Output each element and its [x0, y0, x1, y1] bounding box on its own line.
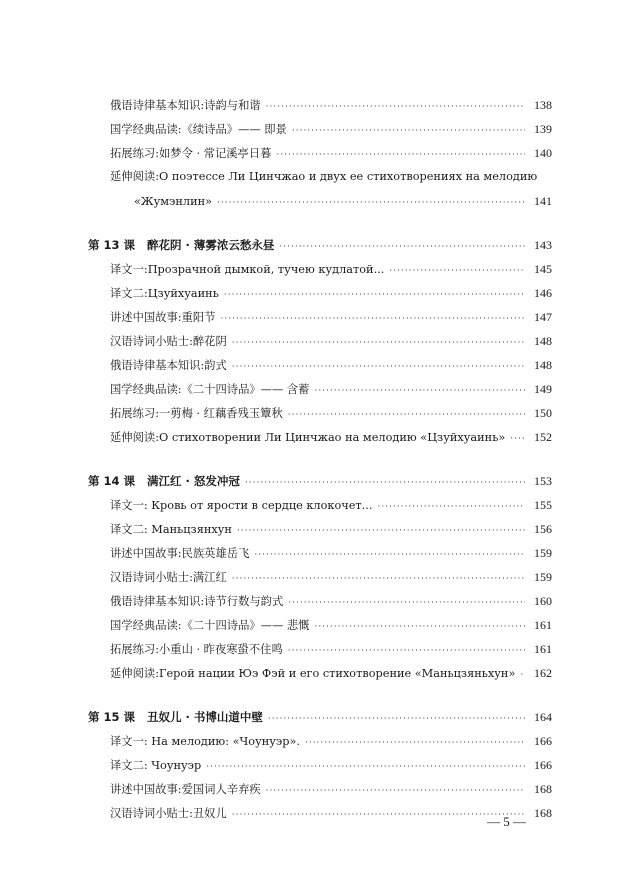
- toc-entry: [110, 805, 552, 821]
- leader-dots: [288, 595, 525, 611]
- leader-dots: [314, 619, 525, 635]
- lesson-title: 醉花阴 · 薄雾浓云愁永昼: [147, 238, 275, 252]
- leader-dots: [266, 783, 525, 799]
- entry-page: 159: [534, 546, 552, 560]
- leader-dots: [232, 335, 525, 351]
- leader-dots: [206, 759, 525, 775]
- lesson-heading: [88, 237, 552, 253]
- leader-dots: [268, 711, 525, 727]
- entry-title: 拓展练习:如梦令 · 常记溪亭日暮: [110, 147, 272, 160]
- toc-entry: [110, 309, 552, 325]
- toc-entry: [110, 593, 552, 609]
- toc-entry: [110, 169, 552, 185]
- toc-entry: [110, 569, 552, 585]
- lesson-title: 丑奴儿 · 书博山道中壁: [147, 710, 263, 724]
- entry-title: 俄语诗律基本知识:诗节行数与韵式: [110, 595, 284, 608]
- toc-entry: [110, 641, 552, 657]
- toc-entry-continued: [134, 193, 552, 209]
- leader-dots: [232, 359, 525, 375]
- toc-entry: [110, 357, 552, 373]
- entry-title: 延伸阅读:Герой нации Юэ Фэй и его стихотворение «Маньцзяньхун»: [110, 667, 516, 680]
- entry-title: 译文一: Кровь от ярости в сердце клокочет...: [110, 499, 373, 512]
- toc-entry: [110, 781, 552, 797]
- lesson-number: 第 13 课: [88, 238, 136, 252]
- lesson-heading: [88, 709, 552, 725]
- toc-entry: [110, 665, 552, 681]
- entry-page: 145: [534, 262, 552, 276]
- leader-dots: [279, 239, 525, 255]
- leader-dots: [377, 499, 525, 515]
- leader-dots: [245, 475, 525, 491]
- entry-title: 国学经典品读:《二十四诗品》—— 含蓄: [110, 383, 310, 396]
- lesson-heading: [88, 473, 552, 489]
- entry-page: 149: [534, 382, 552, 396]
- entry-page: 166: [534, 734, 552, 748]
- toc-entry: [110, 521, 552, 537]
- leader-dots: [520, 667, 525, 683]
- entry-title: 汉语诗词小贴士:醉花阴: [110, 335, 227, 348]
- leader-dots: [305, 735, 525, 751]
- lesson-number: 第 15 课: [88, 710, 136, 724]
- entry-page: 166: [534, 758, 552, 772]
- entry-title: «Жумэнлин»: [134, 195, 213, 208]
- entry-title: 讲述中国故事:重阳节: [110, 311, 216, 324]
- entry-page: 168: [534, 782, 552, 796]
- leader-dots: [220, 311, 525, 327]
- entry-page: 161: [534, 618, 552, 632]
- entry-title: 俄语诗律基本知识:诗韵与和谐: [110, 99, 261, 112]
- leader-dots: [510, 431, 525, 447]
- entry-page: 138: [534, 98, 552, 112]
- entry-title: 译文一: На мелодию: «Чоунуэр».: [110, 735, 300, 748]
- toc-entry: [110, 733, 552, 749]
- leader-dots: [224, 287, 525, 303]
- entry-title: 译文二:Цзуйхуаинь: [110, 287, 219, 300]
- leader-dots: [232, 571, 525, 587]
- toc-entry: [110, 545, 552, 561]
- entry-page: 156: [534, 522, 552, 536]
- entry-page: 168: [534, 806, 552, 820]
- toc-entry: [110, 121, 552, 137]
- entry-title: 译文二: Маньцзянхун: [110, 523, 232, 536]
- entry-title: 译文一:Прозрачной дымкой, тучею кудлатой...: [110, 263, 385, 276]
- entry-page: 152: [534, 430, 552, 444]
- entry-page: 155: [534, 498, 552, 512]
- toc-entry: [110, 617, 552, 633]
- toc-entry: [110, 429, 552, 445]
- entry-title: 汉语诗词小贴士:丑奴儿: [110, 807, 227, 820]
- toc-entry: [110, 757, 552, 773]
- entry-page: 161: [534, 642, 552, 656]
- entry-page: 153: [534, 474, 552, 488]
- leader-dots: [314, 383, 525, 399]
- entry-title: 延伸阅读:О поэтессе Ли Цинчжао и двух ее стихотворениях на мелодию: [110, 170, 538, 183]
- leader-dots: [237, 523, 525, 539]
- entry-title: 讲述中国故事:民族英雄岳飞: [110, 547, 250, 560]
- entry-page: 139: [534, 122, 552, 136]
- entry-page: 147: [534, 310, 552, 324]
- leader-dots: [217, 195, 525, 211]
- toc-entry: [110, 405, 552, 421]
- entry-page: 148: [534, 358, 552, 372]
- toc-entry: [110, 497, 552, 513]
- entry-page: 159: [534, 570, 552, 584]
- lesson-title: 满江红 · 怒发冲冠: [147, 474, 240, 488]
- entry-title: 拓展练习:一剪梅 · 红藕香残玉簟秋: [110, 407, 283, 420]
- entry-title: 汉语诗词小贴士:满江红: [110, 571, 227, 584]
- toc-entry: [110, 97, 552, 113]
- entry-page: 140: [534, 146, 552, 160]
- leader-dots: [266, 99, 525, 115]
- entry-page: 141: [534, 194, 552, 208]
- toc-entry: [110, 333, 552, 349]
- entry-page: 150: [534, 406, 552, 420]
- toc-entry: [110, 145, 552, 161]
- entry-title: 国学经典品读:《续诗品》—— 即景: [110, 123, 287, 136]
- entry-title: 拓展练习:小重山 · 昨夜寒蛩不住鸣: [110, 643, 283, 656]
- leader-dots: [389, 263, 525, 279]
- leader-dots: [288, 643, 525, 659]
- entry-title: 讲述中国故事:爱国词人辛弃疾: [110, 783, 261, 796]
- leader-dots: [288, 407, 525, 423]
- entry-page: 143: [534, 238, 552, 252]
- lesson-number: 第 14 课: [88, 474, 136, 488]
- entry-page: 162: [534, 666, 552, 680]
- entry-title: 俄语诗律基本知识:韵式: [110, 359, 227, 372]
- toc-entry: [110, 261, 552, 277]
- toc-entry: [110, 381, 552, 397]
- leader-dots: [232, 807, 525, 823]
- entry-page: 146: [534, 286, 552, 300]
- leader-dots: [292, 123, 525, 139]
- entry-page: 148: [534, 334, 552, 348]
- leader-dots: [254, 547, 525, 563]
- entry-title: 延伸阅读:О стихотворении Ли Цинчжао на мелодию «Цзуйхуаинь»: [110, 431, 506, 444]
- entry-title: 国学经典品读:《二十四诗品》—— 悲慨: [110, 619, 310, 632]
- entry-title: 译文二: Чоунуэр: [110, 759, 202, 772]
- page-number: — 5 —: [487, 814, 526, 829]
- leader-dots: [276, 147, 525, 163]
- entry-page: 164: [534, 710, 552, 724]
- entry-page: 160: [534, 594, 552, 608]
- toc-entry: [110, 285, 552, 301]
